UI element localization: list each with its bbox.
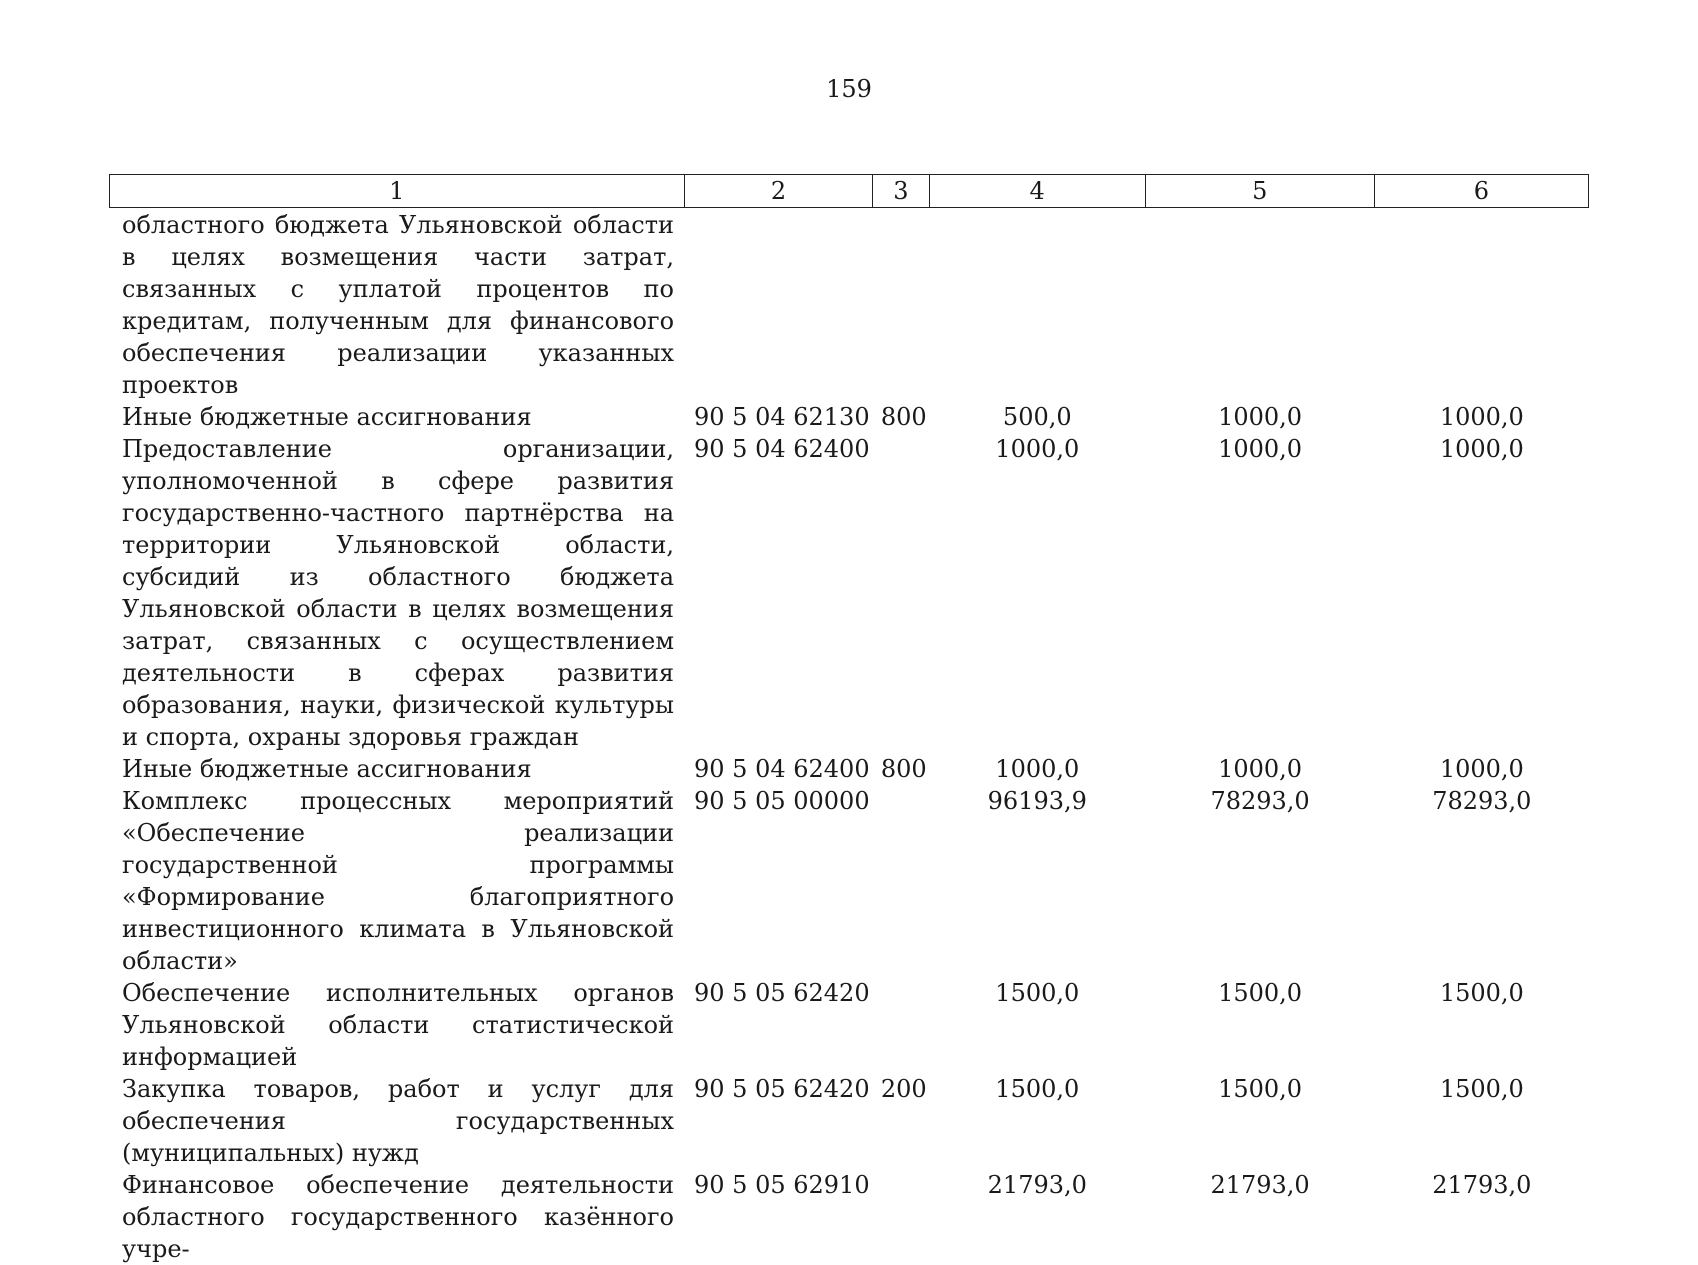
page-number: 159 bbox=[826, 75, 872, 103]
row-value-column-4: 1500,0 bbox=[995, 1075, 1080, 1103]
row-name: Финансовое обеспечение деятельности областного государственного казённого учре- bbox=[122, 1171, 675, 1263]
row-name: Комплекс процессных мероприятий «Обеспечение реализации государственной программы «Формирование благоприятного инвестиционного климата в Ульяновской области» bbox=[122, 787, 675, 975]
table-row bbox=[109, 1073, 1589, 1169]
row-name: областного бюджета Ульяновской области в целях возмещения части затрат, связанных с уплатой процентов по кредитам, полученным для финансового обеспечения реализации указанных проектов bbox=[122, 211, 675, 399]
row-value-column-5: 1000,0 bbox=[1218, 755, 1303, 783]
table-row bbox=[109, 401, 1589, 433]
row-value-column-5 bbox=[1146, 209, 1375, 401]
row-target-code: 90 5 05 62420 bbox=[694, 979, 870, 1007]
row-value-column-6: 1000,0 bbox=[1439, 435, 1524, 463]
row-name: Закупка товаров, работ и услуг для обеспечения государственных (муниципальных) нужд bbox=[122, 1075, 675, 1167]
column-header-row bbox=[109, 174, 1589, 208]
row-expense-type bbox=[873, 977, 929, 1073]
row-value-column-5: 78293,0 bbox=[1210, 787, 1310, 815]
row-value-column-4: 1000,0 bbox=[995, 435, 1080, 463]
row-value-column-6: 1000,0 bbox=[1439, 403, 1524, 431]
row-expense-type: 800 bbox=[880, 755, 927, 783]
row-value-column-5: 1500,0 bbox=[1218, 979, 1303, 1007]
row-value-column-6: 1500,0 bbox=[1439, 979, 1524, 1007]
row-value-column-4: 96193,9 bbox=[987, 787, 1087, 815]
row-value-column-6: 21793,0 bbox=[1432, 1171, 1532, 1199]
row-target-code: 90 5 04 62130 bbox=[694, 403, 870, 431]
row-value-column-5: 1000,0 bbox=[1218, 403, 1303, 431]
row-name: Иные бюджетные ассигнования bbox=[122, 755, 532, 783]
row-expense-type bbox=[873, 433, 929, 753]
row-value-column-4: 1500,0 bbox=[995, 979, 1080, 1007]
row-expense-type bbox=[873, 1169, 929, 1265]
budget-table bbox=[109, 209, 1589, 1265]
row-value-column-6: 1500,0 bbox=[1439, 1075, 1524, 1103]
row-value-column-5: 1500,0 bbox=[1218, 1075, 1303, 1103]
row-target-code: 90 5 05 00000 bbox=[694, 787, 870, 815]
row-name: Обеспечение исполнительных органов Ульяновской области статистической информацией bbox=[122, 979, 675, 1071]
row-value-column-6 bbox=[1375, 209, 1589, 401]
column-header-6: 6 bbox=[1374, 175, 1588, 208]
row-value-column-4: 1000,0 bbox=[995, 755, 1080, 783]
row-value-column-5: 21793,0 bbox=[1210, 1171, 1310, 1199]
row-value-column-4: 500,0 bbox=[1002, 403, 1072, 431]
row-value-column-6: 1000,0 bbox=[1439, 755, 1524, 783]
row-expense-type bbox=[873, 785, 929, 977]
table-row bbox=[109, 977, 1589, 1073]
row-expense-type: 200 bbox=[880, 1075, 927, 1103]
row-name: Предоставление организации, уполномоченной в сфере развития государственно-частного партнёрства на территории Ульяновской области, субсидий из областного бюджета Ульяновской области в целях возмещения затрат, связанных с осуществлением деятельности в сферах развития образования, науки, физической культуры и спорта, охраны здоровья граждан bbox=[122, 435, 675, 751]
column-header-4: 4 bbox=[929, 175, 1145, 208]
row-value-column-6: 78293,0 bbox=[1432, 787, 1532, 815]
column-header-3: 3 bbox=[873, 175, 929, 208]
row-target-code: 90 5 04 62400 bbox=[694, 755, 870, 783]
row-target-code: 90 5 04 62400 bbox=[694, 435, 870, 463]
row-value-column-4 bbox=[929, 209, 1145, 401]
row-name: Иные бюджетные ассигнования bbox=[122, 403, 532, 431]
row-value-column-5: 1000,0 bbox=[1218, 435, 1303, 463]
table-row bbox=[109, 1169, 1589, 1265]
row-target-code bbox=[684, 209, 873, 401]
row-expense-type: 800 bbox=[880, 403, 927, 431]
column-header-2: 2 bbox=[684, 175, 873, 208]
column-header-1: 1 bbox=[110, 175, 685, 208]
table-row bbox=[109, 209, 1589, 401]
row-expense-type bbox=[873, 209, 929, 401]
row-target-code: 90 5 05 62420 bbox=[694, 1075, 870, 1103]
table-row bbox=[109, 753, 1589, 785]
table-row bbox=[109, 433, 1589, 753]
column-header-5: 5 bbox=[1145, 175, 1374, 208]
row-target-code: 90 5 05 62910 bbox=[694, 1171, 870, 1199]
row-value-column-4: 21793,0 bbox=[987, 1171, 1087, 1199]
table-row bbox=[109, 785, 1589, 977]
